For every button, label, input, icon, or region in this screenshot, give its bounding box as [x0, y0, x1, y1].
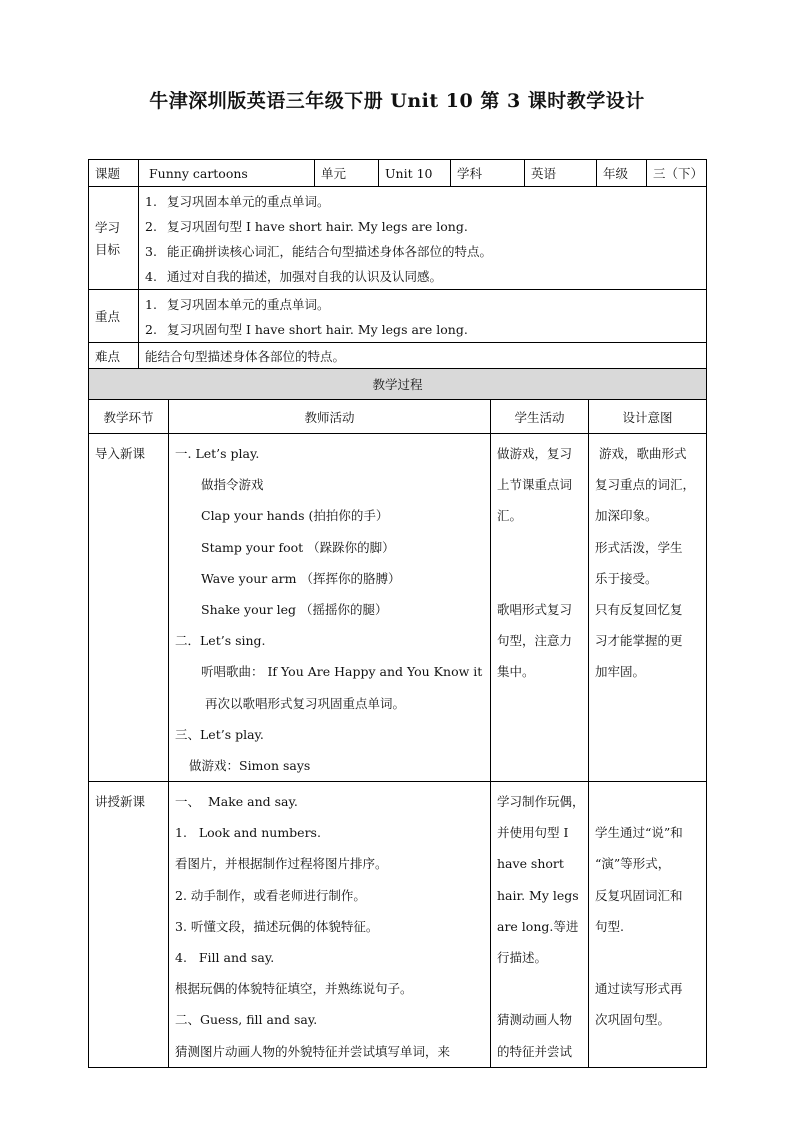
difficulty-text: 能结合句型描述身体各部位的特点。: [139, 343, 707, 370]
objective-item: 2. 复习巩固句型 I have short hair. My legs are long.: [145, 219, 468, 234]
header-student: 学生活动: [491, 400, 589, 434]
process-table: [88, 368, 707, 1068]
intent-line: 乐于接受。: [595, 570, 658, 586]
student-activity-new: [491, 782, 589, 1068]
objective-item: 1. 复习巩固本单元的重点单词。: [145, 194, 330, 209]
teacher-line: 二、Guess, fill and say.: [175, 1012, 318, 1028]
student-line: 做游戏，复习: [497, 446, 573, 461]
student-line: 的特征并尝试: [497, 1043, 573, 1059]
teacher-line: 1. Look and numbers.: [175, 825, 321, 841]
intent-line: 游戏，歌曲形式: [595, 446, 687, 461]
intent-line: 复习重点的词汇，: [595, 477, 696, 493]
student-line: 并使用句型 I: [497, 825, 569, 841]
teacher-line: 3. 听懂文段，描述玩偶的体貌特征。: [175, 918, 379, 934]
teacher-line: 根据玩偶的体貌特征填空，并熟练说句子。: [175, 981, 413, 997]
page-title: 牛津深圳版英语三年级下册 Unit 10 第 3 课时教学设计: [149, 90, 645, 112]
teacher-activity-intro: [169, 434, 491, 782]
difficulty-label: 难点: [89, 343, 139, 370]
student-line: [497, 973, 588, 1004]
student-line: 句型，注意力: [497, 633, 573, 649]
intent-line: [595, 942, 706, 973]
student-line: 集中。: [497, 664, 535, 680]
objectives-label: 学习 目标: [89, 187, 139, 290]
student-activity-intro: [491, 434, 589, 782]
intent-line: “演”等形式，: [595, 856, 671, 872]
header-intent: 设计意图: [589, 400, 707, 434]
teacher-line: 做指令游戏: [201, 477, 264, 493]
teacher-line: 听唱歌曲： If You Are Happy and You Know it: [201, 664, 483, 680]
discipline-value: 英语: [525, 160, 597, 187]
stage-new-lesson: 讲授新课: [89, 782, 169, 1068]
stage-intro: 导入新课: [89, 434, 169, 782]
intent-line: 加深印象。: [595, 508, 658, 524]
student-line: 猜测动画人物: [497, 1012, 573, 1028]
intent-line: [595, 786, 706, 817]
intent-line: 加牢固。: [595, 664, 646, 680]
objectives-list: [139, 187, 707, 290]
intent-intro: [589, 434, 707, 782]
header-teacher: 教师活动: [169, 400, 491, 434]
teacher-line: 4. Fill and say.: [175, 950, 275, 965]
intent-line: 只有反复回忆复: [595, 601, 683, 617]
objective-item: 4. 通过对自我的描述，加强对自我的认识及认同感。: [145, 269, 443, 284]
teacher-line: Stamp your foot （跺跺你的脚）: [201, 539, 395, 555]
student-line: hair. My legs: [497, 887, 579, 903]
teacher-line: 一、 Make and say.: [175, 794, 298, 810]
intent-line: 习才能掌握的更: [595, 633, 683, 649]
keypoint-item: 1. 复习巩固本单元的重点单词。: [145, 297, 330, 312]
student-line: have short: [497, 856, 564, 872]
intent-line: 反复巩固词汇和: [595, 887, 683, 903]
grade-label: 年级: [597, 160, 647, 187]
intent-line: 形式活泼，学生: [595, 539, 683, 555]
objective-item: 3. 能正确拼读核心词汇，能结合句型描述身体各部位的特点。: [145, 244, 493, 259]
student-line: 汇。: [497, 508, 523, 524]
teacher-activity-new: [169, 782, 491, 1068]
teacher-line: 2. 动手制作，或看老师进行制作。: [175, 887, 366, 903]
grade-value: 三（下）: [647, 160, 707, 187]
teacher-line: 猜测图片动画人物的外貌特征并尝试填写单词，来: [175, 1043, 451, 1059]
teacher-line: 三、Let’s play.: [175, 726, 264, 742]
keypoints-label: 重点: [89, 290, 139, 343]
teacher-line: Shake your leg （摇摇你的腿）: [201, 601, 388, 617]
student-line: are long.等进: [497, 918, 579, 934]
student-line: 上节课重点词: [497, 477, 573, 493]
teacher-line: 做游戏：Simon says: [189, 757, 311, 773]
subject-label: 课题: [89, 160, 139, 187]
intent-line: 次巩固句型。: [595, 1012, 671, 1028]
keypoints-list: [139, 290, 707, 343]
student-line: [497, 563, 588, 594]
info-table: [88, 159, 707, 370]
teacher-line: 再次以歌唱形式复习巩固重点单词。: [205, 695, 406, 711]
intent-line: 学生通过“说”和: [595, 825, 683, 841]
unit-label: 单元: [315, 160, 379, 187]
student-line: 学习制作玩偶，: [497, 794, 585, 810]
teacher-line: 看图片，并根据制作过程将图片排序。: [175, 856, 388, 872]
subject-value: Funny cartoons: [139, 160, 315, 187]
student-line: 歌唱形式复习: [497, 601, 573, 617]
keypoint-item: 2. 复习巩固句型 I have short hair. My legs are long.: [145, 322, 468, 337]
intent-line: 通过读写形式再: [595, 981, 683, 997]
teacher-line: 一. Let’s play.: [175, 446, 260, 461]
teacher-line: Wave your arm （挥挥你的胳膊）: [201, 570, 401, 586]
student-line: [497, 532, 588, 563]
unit-value: Unit 10: [379, 160, 451, 187]
intent-new: [589, 782, 707, 1068]
process-band: 教学过程: [89, 369, 707, 400]
header-stage: 教学环节: [89, 400, 169, 434]
teacher-line: Clap your hands (拍拍你的手）: [201, 508, 389, 524]
intent-line: 句型.: [595, 918, 624, 934]
student-line: 行描述。: [497, 950, 548, 965]
discipline-label: 学科: [451, 160, 525, 187]
teacher-line: 二．Let’s sing.: [175, 633, 266, 649]
